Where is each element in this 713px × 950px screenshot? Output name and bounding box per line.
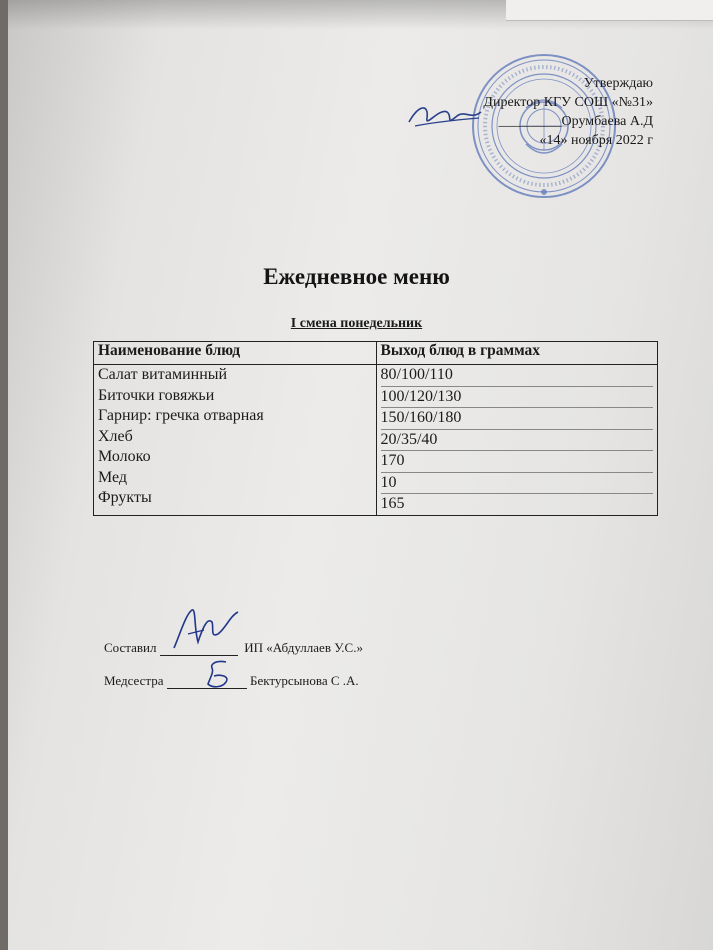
compiler-signature-icon: [168, 604, 246, 656]
page-title: Ежедневное меню: [263, 264, 450, 289]
dish-item: Гарнир: гречка отварная: [98, 407, 264, 424]
table-header-row: [94, 342, 658, 365]
portion-item: 170: [381, 451, 653, 473]
dish-item: Фрукты: [98, 489, 152, 506]
portion-item: 100/120/130: [381, 387, 653, 409]
header-dish-name: Наименование блюд: [94, 342, 377, 365]
portion-item: 80/100/110: [381, 365, 653, 387]
approval-date: «14» ноября 2022 г: [539, 133, 653, 148]
background-paper-edge: [506, 0, 713, 21]
nurse-signature-icon: [202, 658, 236, 692]
approval-name: _________Орумбаева А.Д: [498, 114, 653, 129]
seal-star-icon: [541, 189, 547, 195]
dish-item: Биточки говяжьи: [98, 386, 215, 404]
nurse-name: Бектурсынова С .А.: [250, 673, 359, 688]
dish-item: Молоко: [98, 448, 151, 465]
compiled-by-name: ИП «Абдуллаев У.С.»: [244, 640, 363, 655]
compiled-by-label: Составил: [104, 640, 157, 655]
shift-subtitle: I смена понедельник: [290, 316, 423, 331]
dish-item: Хлеб: [98, 427, 133, 445]
director-signature-icon: [405, 98, 485, 132]
table-row: [94, 365, 658, 516]
dish-column: [94, 365, 377, 516]
dish-item: Салат витаминный: [98, 366, 228, 383]
portion-column: [376, 365, 657, 516]
approval-block: [483, 74, 653, 150]
portion-item: 20/35/40: [381, 430, 653, 452]
portion-item: 150/160/180: [381, 408, 653, 430]
portion-item: 10: [381, 473, 653, 495]
nurse-label: Медсестра: [104, 673, 164, 688]
menu-table: [93, 341, 658, 516]
approval-heading: Утверждаю: [583, 76, 653, 91]
portion-item: 165: [380, 495, 405, 512]
dish-item: Мед: [98, 468, 128, 486]
header-portion: Выход блюд в граммах: [376, 342, 657, 365]
approval-director: Директор КГУ СОШ «№31»: [483, 95, 653, 110]
